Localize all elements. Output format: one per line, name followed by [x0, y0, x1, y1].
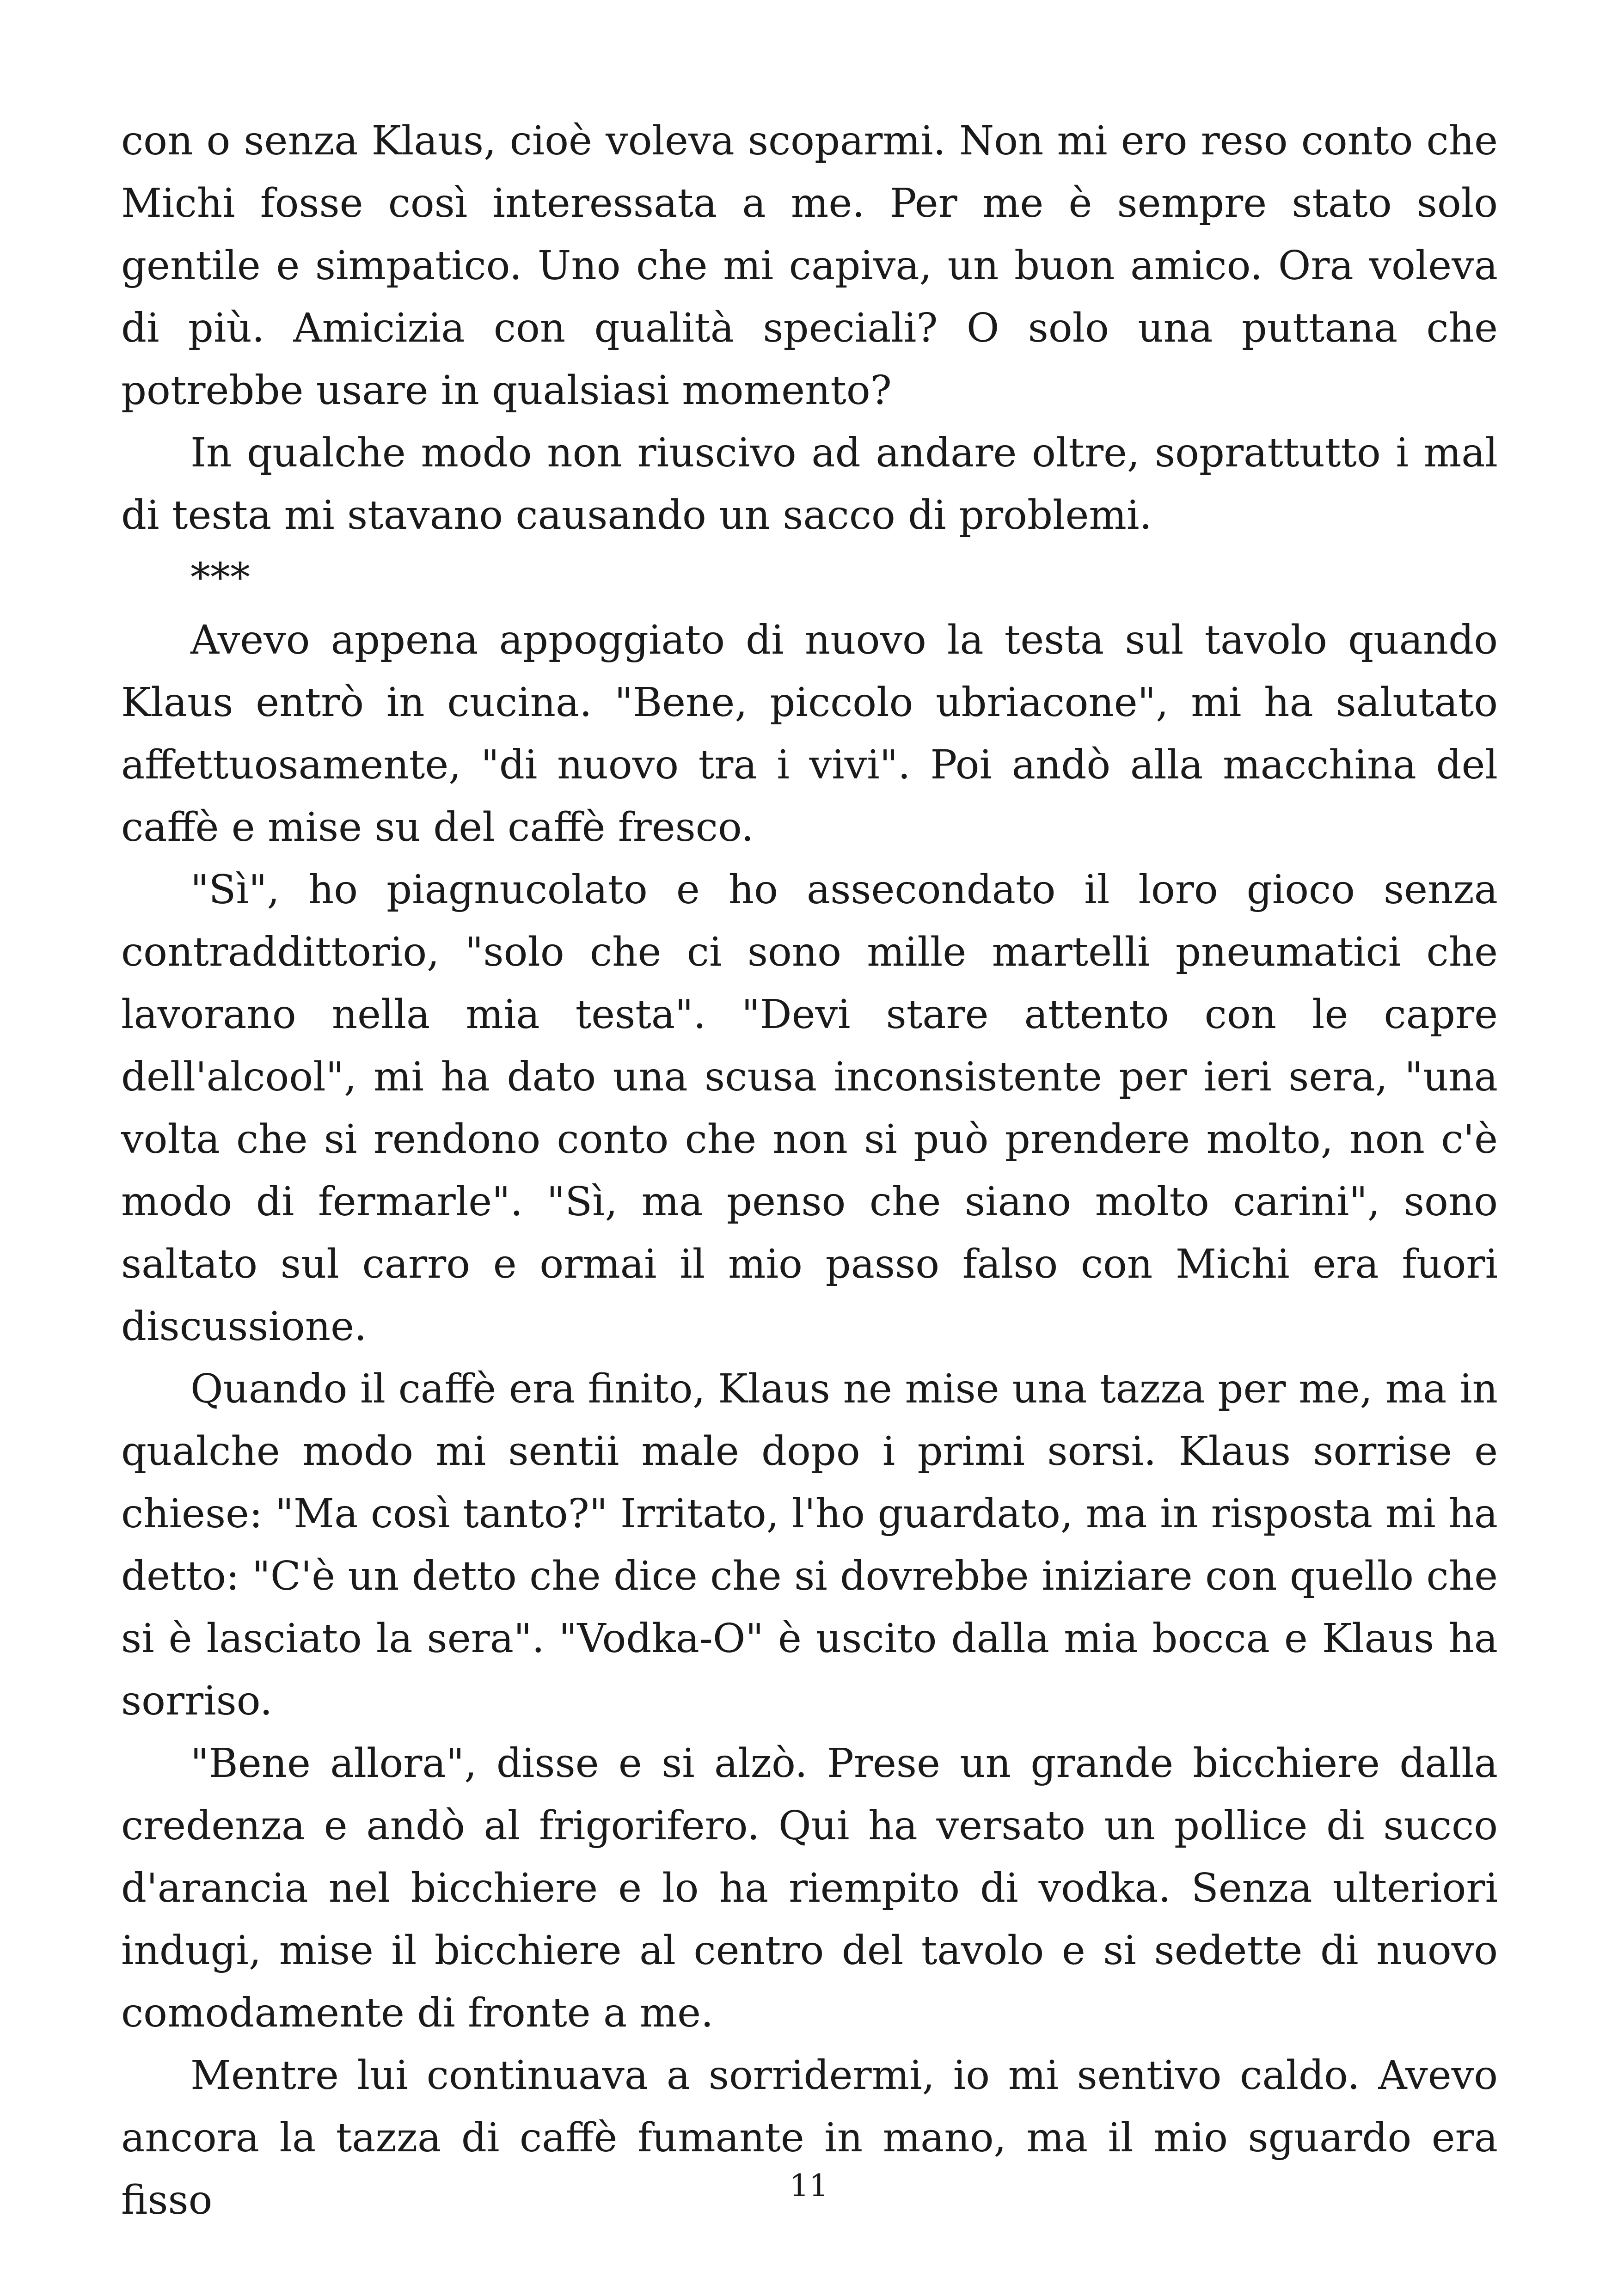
paragraph: Quando il caffè era finito, Klaus ne mise una tazza per me, ma in qualche modo mi sentii male dopo i primi sorsi. Klaus sorrise e chiese: "Ma così tanto?" Irritato, l'ho guardato, ma in risposta mi ha detto: "C'è un detto che dice che si dovrebbe iniziare con quello che si è lasciato la sera". "Vodka-O" è uscito dalla mia bocca e Klaus ha sorriso.: [121, 1366, 1498, 1724]
body-text: [121, 110, 1498, 2232]
paragraph: In qualche modo non riuscivo ad andare oltre, soprattutto i mal di testa mi stavano causando un sacco di problemi.: [121, 430, 1498, 539]
page-number: 11: [790, 2168, 828, 2204]
paragraph: Mentre lui continuava a sorridermi, io mi sentivo caldo. Avevo ancora la tazza di caffè fumante in mano, ma il mio sguardo era fisso: [121, 2052, 1498, 2223]
paragraph-continuation: con o senza Klaus, cioè voleva scoparmi. Non mi ero reso conto che Michi fosse così interessata a me. Per me è sempre stato solo gentile e simpatico. Uno che mi capiva, un buon amico. Ora voleva di più. Amicizia con qualità speciali? O solo una puttana che potrebbe usare in qualsiasi momento?: [121, 118, 1498, 414]
paragraph: "Bene allora", disse e si alzò. Prese un grande bicchiere dalla credenza e andò al frigorifero. Qui ha versato un pollice di succo d'arancia nel bicchiere e lo ha riempito di vodka. Senza ulteriori indugi, mise il bicchiere al centro del tavolo e si sedette di nuovo comodamente di fronte a me.: [121, 1740, 1498, 2036]
paragraph: "Sì", ho piagnucolato e ho assecondato il loro gioco senza contraddittorio, "solo che ci sono mille martelli pneumatici che lavorano nella mia testa". "Devi stare attento con le capre dell'alcool", mi ha dato una scusa inconsistente per ieri sera, "una volta che si rendono conto che non si può prendere molto, non c'è modo di fermarle". "Sì, ma penso che siano molto carini", sono saltato sul carro e ormai il mio passo falso con Michi era fuori discussione.: [121, 867, 1498, 1350]
paragraph: Avevo appena appoggiato di nuovo la testa sul tavolo quando Klaus entrò in cucina. "Bene, piccolo ubriacone", mi ha salutato affettuosamente, "di nuovo tra i vivi". Poi andò alla macchina del caffè e mise su del caffè fresco.: [121, 617, 1498, 851]
scene-break: ***: [190, 555, 250, 601]
